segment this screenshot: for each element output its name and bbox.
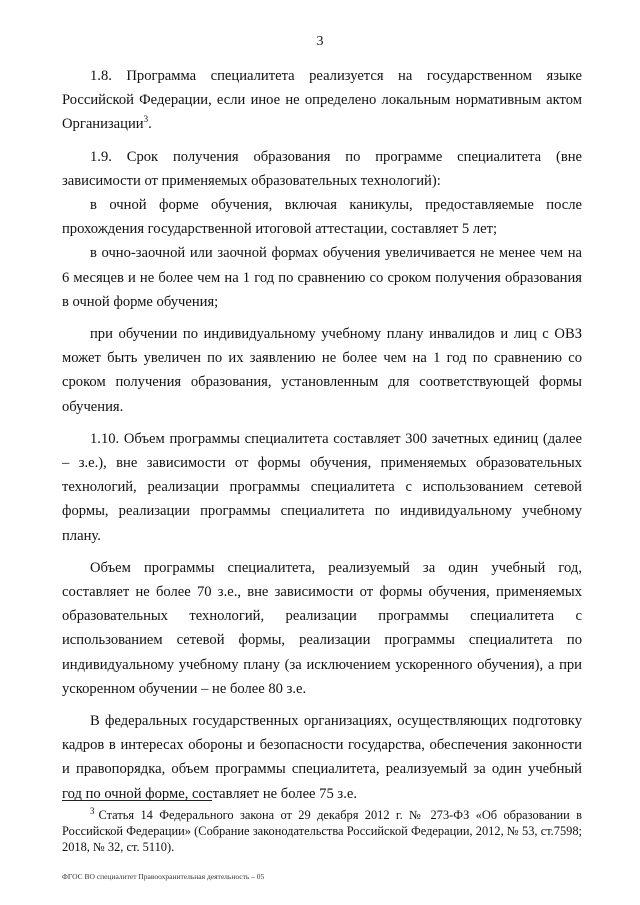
page-footer: ФГОС ВО специалитет Правоохранительная деятельность – 05 [62, 872, 265, 881]
paragraph-1-9-full-time: в очной форме обучения, включая каникулы, предоставляемые после прохождения государственной итоговой аттестации, составляет 5 лет; [62, 197, 582, 238]
footnote-reference[interactable]: 3 [143, 114, 149, 125]
paragraph-1-9-individual-plan: при обучении по индивидуальному учебному плану инвалидов и лиц с ОВЗ может быть увеличен по их заявлению не более чем на 1 год по сравнению со сроком получения образования, установленным для соответствующей формы обучения. [62, 326, 582, 415]
paragraph-1-10-federal-organizations: В федеральных государственных организациях, осуществляющих подготовку кадров в интересах обороны и безопасности государства, обеспечения законности и правопорядка, объем программы специалитета, реализуемый за один учебный год по очной форме, составляет не более 75 з.е. [62, 713, 582, 802]
paragraph-1-8-end: . [148, 116, 152, 133]
paragraph-1-10: 1.10. Объем программы специалитета составляет 300 зачетных единиц (далее – з.е.), вне зависимости от формы обучения, применяемых образовательных технологий, реализации программы специалитета с использованием сетевой формы, реализации программы специалитета по индивидуальному учебному плану. [62, 430, 582, 544]
paragraph-1-9: 1.9. Срок получения образования по программе специалитета (вне зависимости от применяемых образовательных технологий): [62, 148, 582, 189]
paragraph-1-8 [62, 64, 582, 137]
footnote-text: Статья 14 Федерального закона от 29 декабря 2012 г. № 273-ФЗ «Об образовании в Российской Федерации» (Собрание законодательства Российской Федерации, 2012, № 53, ст.7598; 2018, № 32, ст. 5110). [62, 808, 582, 854]
paragraph-1-8-text: 1.8. Программа специалитета реализуется на государственном языке Российской Федерации, если иное не определено локальным нормативным актом Организации [62, 68, 582, 133]
footnote-mark: 3 [90, 805, 95, 816]
document-body [62, 64, 582, 814]
paragraph-1-10-annual-volume: Объем программы специалитета, реализуемый за один учебный год, составляет не более 70 з.е., вне зависимости от формы обучения, применяемых образовательных технологий, реализации программы специалитета с использованием сетевой формы, реализации программы специалитета по индивидуальному учебному плану (за исключением ускоренного обучения), а при ускоренном обучении – не более 80 з.е. [62, 559, 582, 697]
footnote [62, 807, 582, 855]
paragraph-1-9-part-time: в очно-заочной или заочной формах обучения увеличивается не менее чем на 6 месяцев и не более чем на 1 год по сравнению со сроком получения образования в очной форме обучения; [62, 245, 582, 310]
page-number: 3 [316, 34, 324, 49]
footnote-divider [62, 800, 212, 801]
